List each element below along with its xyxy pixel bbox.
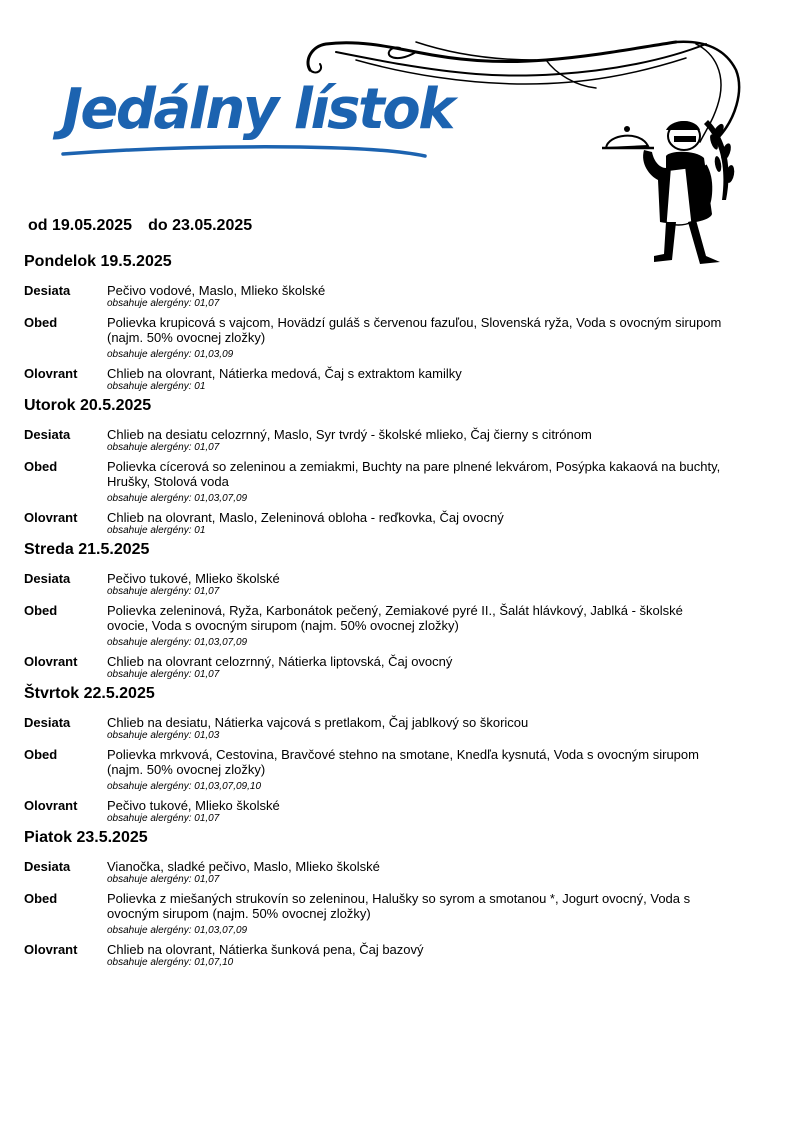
date-range: [28, 217, 252, 235]
day-title: Piatok 23.5.2025: [24, 829, 148, 846]
day-title: Utorok 20.5.2025: [24, 397, 152, 414]
allergen-info: obsahuje alergény: 01: [107, 525, 206, 536]
day-section-tuesday: [24, 397, 724, 537]
cloche-icon: [602, 126, 654, 148]
page-title: Jedálny lístok: [62, 77, 453, 142]
allergen-info: obsahuje alergény: 01,07: [107, 669, 220, 680]
allergen-info: obsahuje alergény: 01,07: [107, 442, 220, 453]
meal-row-olovrant: [24, 654, 724, 681]
meal-label: Obed: [24, 747, 58, 762]
meal-foods: Chlieb na olovrant celozrnný, Nátierka liptovská, Čaj ovocný: [107, 654, 453, 669]
meal-label: Desiata: [24, 571, 71, 586]
meal-label: Desiata: [24, 715, 71, 730]
allergen-info: obsahuje alergény: 01,03,07,09: [107, 493, 248, 504]
meal-row-obed: [24, 891, 724, 937]
allergen-info: obsahuje alergény: 01,03: [107, 730, 220, 741]
meal-row-olovrant: [24, 366, 724, 393]
meal-label: Desiata: [24, 859, 71, 874]
allergen-info: obsahuje alergény: 01,03,09: [107, 349, 234, 360]
meal-foods: Polievka mrkvová, Cestovina, Bravčové stehno na smotane, Knedľa kysnutá, Voda s ovocným sirupom (najm. 50% ovocnej zložky): [107, 747, 699, 777]
allergen-info: obsahuje alergény: 01,07,10: [107, 957, 234, 968]
meal-row-olovrant: [24, 798, 724, 825]
meal-foods: Pečivo tukové, Mlieko školské: [107, 798, 280, 813]
meal-row-olovrant: [24, 510, 724, 537]
allergen-info: obsahuje alergény: 01,03,07,09: [107, 925, 248, 936]
meal-label: Desiata: [24, 283, 71, 298]
allergen-info: obsahuje alergény: 01: [107, 381, 206, 392]
meal-foods: Chlieb na desiatu celozrnný, Maslo, Syr tvrdý - školské mlieko, Čaj čierny s citrónom: [107, 427, 592, 442]
allergen-info: obsahuje alergény: 01,07: [107, 874, 220, 885]
meal-foods: Pečivo tukové, Mlieko školské: [107, 571, 280, 586]
meal-row-desiata: [24, 571, 724, 598]
meal-row-obed: [24, 459, 724, 505]
meal-foods: Polievka z miešaných strukovín so zeleninou, Halušky so syrom a smotanou *, Jogurt ovocný, Voda s ovocným sirupom (najm. 50% ovocnej zložky): [107, 891, 691, 921]
waiter-icon: [600, 110, 750, 270]
date-from: od 19.05.2025: [28, 217, 133, 234]
meal-foods: Chlieb na desiatu, Nátierka vajcová s pretlakom, Čaj jablkový so škoricou: [107, 715, 529, 730]
day-section-thursday: [24, 685, 724, 825]
meal-row-obed: [24, 315, 724, 361]
meal-foods: Polievka krupicová s vajcom, Hovädzí guláš s červenou fazuľou, Slovenská ryža, Voda s ovocným sirupom (najm. 50% ovocnej zložky): [107, 315, 722, 345]
meal-foods: Chlieb na olovrant, Maslo, Zeleninová obloha - reďkovka, Čaj ovocný: [107, 510, 504, 525]
meal-foods: Polievka zeleninová, Ryža, Karbonátok pečený, Zemiakové pyré II., Šalát hlávkový, Jablká - školské ovocie, Voda s ovocným sirupom (najm. 50% ovocnej zložky): [107, 603, 683, 633]
allergen-info: obsahuje alergény: 01,03,07,09,10: [107, 781, 262, 792]
meal-label: Olovrant: [24, 654, 78, 669]
meal-foods: Chlieb na olovrant, Nátierka šunková pena, Čaj bazový: [107, 942, 424, 957]
allergen-info: obsahuje alergény: 01,03,07,09: [107, 637, 248, 648]
meal-row-obed: [24, 603, 724, 649]
meal-foods: Chlieb na olovrant, Nátierka medová, Čaj s extraktom kamilky: [107, 366, 462, 381]
meal-row-desiata: [24, 859, 724, 886]
meal-row-olovrant: [24, 942, 724, 969]
allergen-info: obsahuje alergény: 01,07: [107, 586, 220, 597]
meal-label: Obed: [24, 603, 58, 618]
meal-label: Olovrant: [24, 798, 78, 813]
meal-row-obed: [24, 747, 724, 793]
meal-label: Obed: [24, 459, 58, 474]
meal-row-desiata: [24, 715, 724, 742]
meal-label: Olovrant: [24, 510, 78, 525]
meal-foods: Vianočka, sladké pečivo, Maslo, Mlieko školské: [107, 859, 380, 874]
day-title: Štvrtok 22.5.2025: [24, 685, 155, 702]
meal-foods: Polievka cícerová so zeleninou a zemiakmi, Buchty na pare plnené lekvárom, Posýpka kakaová na buchty, Hrušky, Stolová voda: [107, 459, 721, 489]
meal-label: Olovrant: [24, 942, 78, 957]
meal-foods: Pečivo vodové, Maslo, Mlieko školské: [107, 283, 326, 298]
day-title: Streda 21.5.2025: [24, 541, 150, 558]
day-section-monday: [24, 253, 724, 393]
allergen-info: obsahuje alergény: 01,07: [107, 813, 220, 824]
day-section-friday: [24, 829, 724, 969]
allergen-info: obsahuje alergény: 01,07: [107, 298, 220, 309]
meal-label: Olovrant: [24, 366, 78, 381]
meal-row-desiata: [24, 283, 724, 310]
meal-row-desiata: [24, 427, 724, 454]
weekly-menu: [24, 253, 724, 973]
date-to: do 23.05.2025: [148, 217, 253, 234]
meal-label: Desiata: [24, 427, 71, 442]
day-section-wednesday: [24, 541, 724, 681]
meal-label: Obed: [24, 891, 58, 906]
meal-label: Obed: [24, 315, 58, 330]
day-title: Pondelok 19.5.2025: [24, 253, 172, 270]
